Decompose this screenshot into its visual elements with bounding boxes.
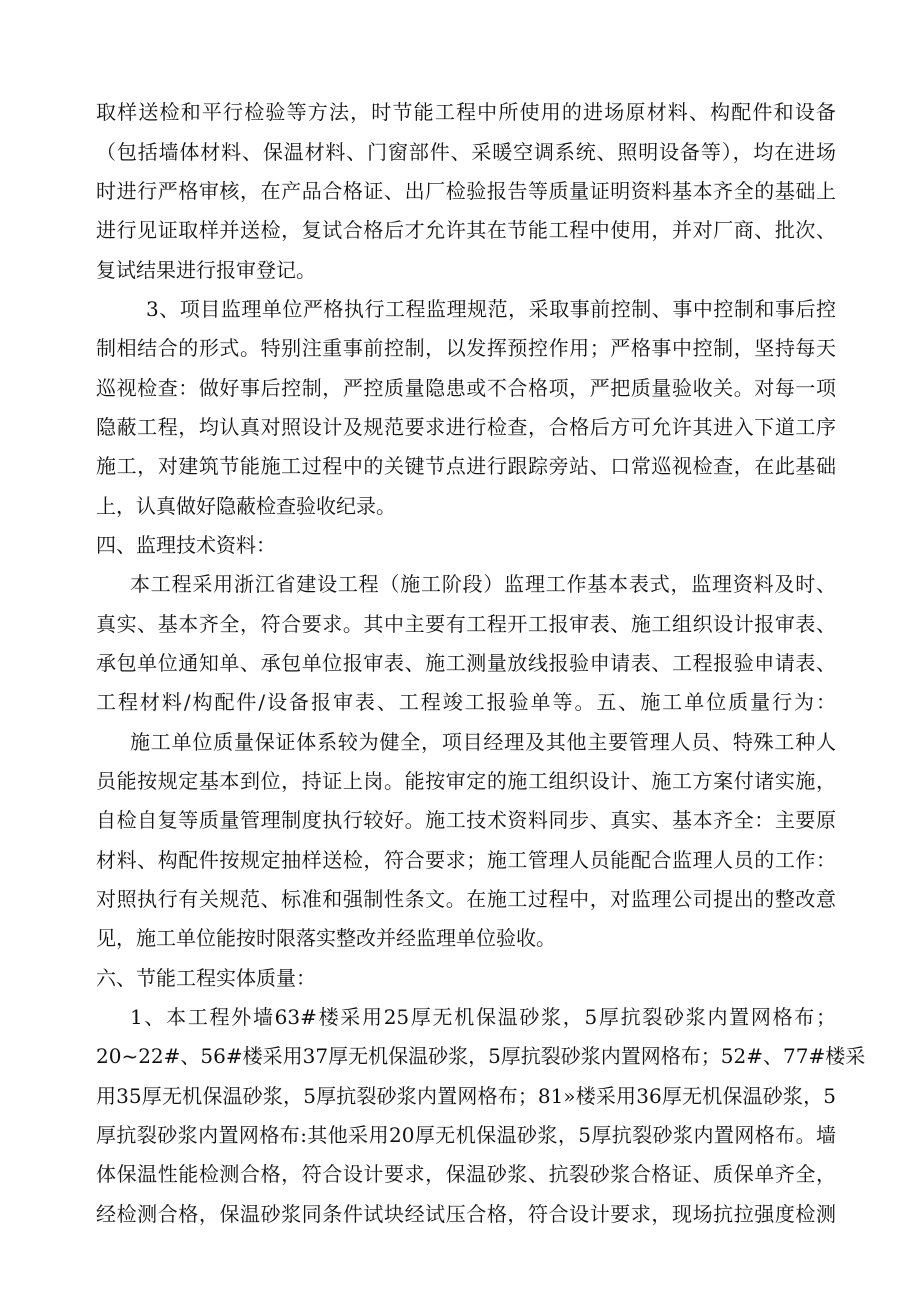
text-line: 3、项目监理单位严格执行工程监理规范，采取事前控制、事中控制和事后控 [146,297,836,321]
text-line: 施工，对建筑节能施工过程中的关键节点进行跟踪旁站、口常巡视检查，在此基础 [96,454,836,478]
text-line: 见，施工单位能按时限落实整改并经监理单位验收。 [96,926,556,950]
text-line: 材料、构配件按规定抽样送检，符合要求；施工管理人员能配合监理人员的工作： [96,848,836,872]
text-line: 进行见证取样并送检，复试合格后才允许其在节能工程中使用，并对厂商、批次、 [96,218,836,242]
text-line: 对照执行有关规范、标准和强制性条文。在施工过程中，对监理公司提出的整改意 [96,887,836,911]
text-line: 体保温性能检测合格，符合设计要求，保温砂浆、抗裂砂浆合格证、质保单齐全， [96,1162,836,1186]
text-line: 员能按规定基本到位，持证上岗。能按审定的施工组织设计、施工方案付诸实施， [96,769,836,793]
text-line: 承包单位通知单、承包单位报审表、施工测量放线报验申请表、工程报验申请表、 [96,651,836,675]
text-line: 1、本工程外墙63#楼采用25厚无机保温砂浆，5厚抗裂砂浆内置网格布； [130,1005,836,1029]
text-line: 复试结果进行报审登记。 [96,258,316,282]
text-line: 工程材料/构配件/设备报审表、工程竣工报验单等。五、施工单位质量行为： [96,690,836,714]
text-line: 用35厚无机保温砂浆，5厚抗裂砂浆内置网格布；81»楼采用36厚无机保温砂浆，5 [96,1084,836,1108]
text-line: 上，认真做好隐蔽检查验收纪录。 [96,494,396,518]
text-line: 施工单位质量保证体系较为健全，项目经理及其他主要管理人员、特殊工种人 [130,730,836,754]
section-heading-6: 六、节能工程实体质量： [96,966,316,990]
text-line: 20~22#、56#楼采用37厚无机保温砂浆，5厚抗裂砂浆内置网格布；52#、77#楼采 [96,1044,866,1068]
text-line: （包括墙体材料、保温材料、门窗部件、采暖空调系统、照明设备等），均在进场 [96,140,836,164]
text-line: 本工程采用浙江省建设工程（施工阶段）监理工作基本表式，监理资料及时、 [130,572,836,596]
text-line: 经检测合格，保温砂浆同条件试块经试压合格，符合设计要求，现场抗拉强度检测 [96,1202,836,1226]
section-heading-4: 四、监理技术资料： [96,533,276,557]
text-line: 自检自复等质量管理制度执行较好。施工技术资料同步、真实、基本齐全：主要原 [96,808,836,832]
text-line: 厚抗裂砂浆内置网格布:其他采用20厚无机保温砂浆，5厚抗裂砂浆内置网格布。墙 [96,1123,836,1147]
text-line: 取样送检和平行检验等方法，时节能工程中所使用的进场原材料、构配件和设备 [96,100,836,124]
text-line: 真实、基本齐全，符合要求。其中主要有工程开工报审表、施工组织设计报审表、 [96,612,836,636]
text-line: 制相结合的形式。特别注重事前控制，以发挥预控作用；严格事中控制，坚持每天 [96,336,836,360]
text-line: 巡视检查：做好事后控制，严控质量隐患或不合格项，严把质量验收关。对每一项 [96,376,836,400]
text-line: 隐蔽工程，均认真对照设计及规范要求进行检查，合格后方可允许其进入下道工序 [96,415,836,439]
text-line: 时进行严格审核，在产品合格证、出厂检验报告等质量证明资料基本齐全的基础上 [96,179,836,203]
